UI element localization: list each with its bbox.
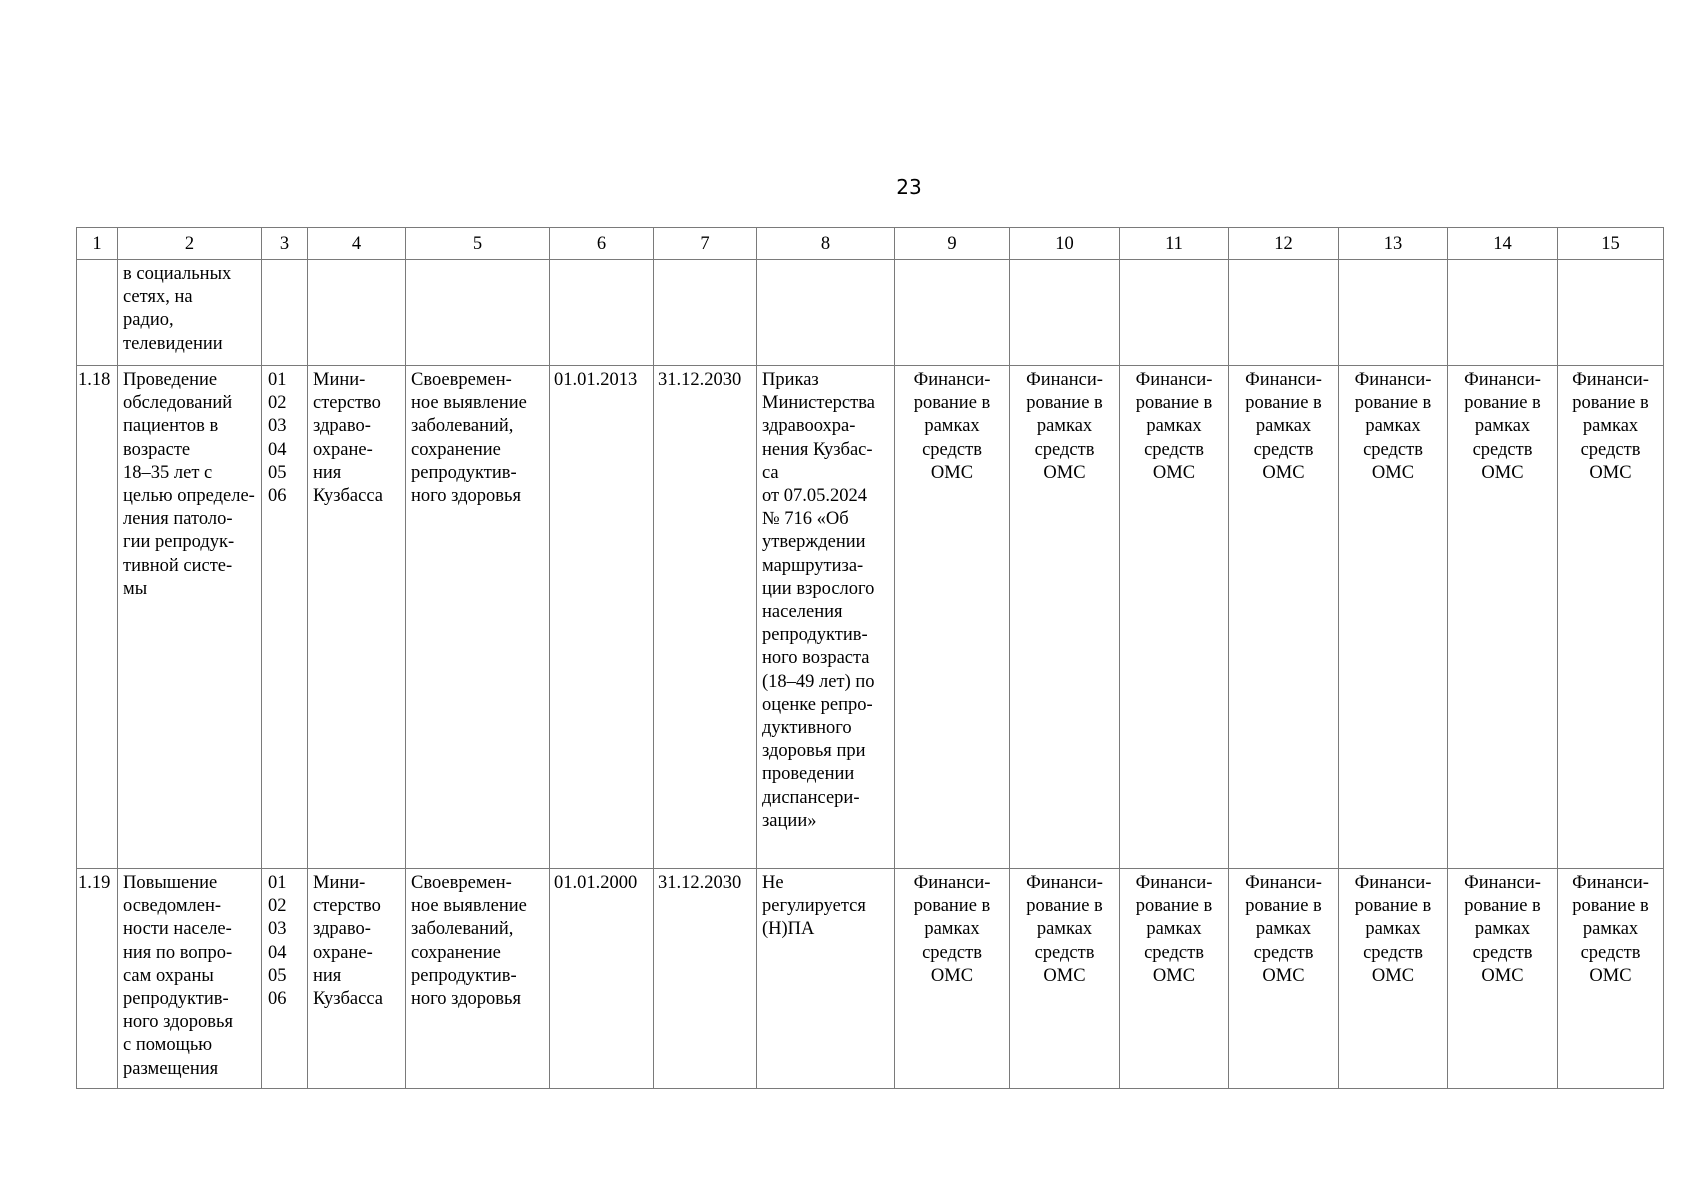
financing-cell: Финанси- рование в рамках средств ОМС xyxy=(895,366,1010,869)
header-cell: 8 xyxy=(757,228,895,260)
measures-table xyxy=(76,227,1664,1089)
header-cell: 6 xyxy=(550,228,654,260)
executor xyxy=(308,260,406,366)
financing-cell: Финанси- рование в рамках средств ОМС xyxy=(1010,869,1120,1089)
start-date: 01.01.2000 xyxy=(550,869,654,1089)
header-cell: 15 xyxy=(1558,228,1664,260)
header-cell: 2 xyxy=(118,228,262,260)
executor: Мини- стерство здраво- охране- ния Кузбасса xyxy=(308,869,406,1089)
header-cell: 9 xyxy=(895,228,1010,260)
expected-result: Своевремен- ное выявление заболеваний, сохранение репродуктив- ного здоровья xyxy=(406,869,550,1089)
header-cell: 4 xyxy=(308,228,406,260)
financing-cell: Финанси- рование в рамках средств ОМС xyxy=(1120,869,1229,1089)
measure-name: Повышение осведомлен- ности населе- ния по вопро- сам охраны репродуктив- ного здоровья с помощью размещения xyxy=(118,869,262,1089)
financing-cell: Финанси- рование в рамках средств ОМС xyxy=(1010,366,1120,869)
financing-cell xyxy=(1120,260,1229,366)
expected-result: Своевремен- ное выявление заболеваний, сохранение репродуктив- ного здоровья xyxy=(406,366,550,869)
executor: Мини- стерство здраво- охране- ния Кузбасса xyxy=(308,366,406,869)
financing-cell: Финанси- рование в рамках средств ОМС xyxy=(1229,366,1339,869)
financing-cell: Финанси- рование в рамках средств ОМС xyxy=(1339,869,1448,1089)
financing-cell: Финанси- рование в рамках средств ОМС xyxy=(1120,366,1229,869)
row-number: 1.18 xyxy=(77,366,118,869)
end-date: 31.12.2030 xyxy=(654,366,757,869)
task-codes: 01 02 03 04 05 06 xyxy=(262,366,308,869)
end-date: 31.12.2030 xyxy=(654,869,757,1089)
financing-cell: Финанси- рование в рамках средств ОМС xyxy=(1448,366,1558,869)
financing-cell: Финанси- рование в рамках средств ОМС xyxy=(1229,869,1339,1089)
financing-cell xyxy=(1010,260,1120,366)
row-number: 1.19 xyxy=(77,869,118,1089)
header-cell: 12 xyxy=(1229,228,1339,260)
header-cell: 14 xyxy=(1448,228,1558,260)
task-codes: 01 02 03 04 05 06 xyxy=(262,869,308,1089)
expected-result xyxy=(406,260,550,366)
financing-cell xyxy=(1339,260,1448,366)
header-cell: 11 xyxy=(1120,228,1229,260)
measure-name: Проведение обследований пациентов в возрасте 18–35 лет с целью определе- ления патоло- гии репродук- тивной систе- мы xyxy=(118,366,262,869)
header-cell: 5 xyxy=(406,228,550,260)
legal-act: Приказ Министерства здравоохра- нения Кузбас- са от 07.05.2024 № 716 «Об утверждении маршрутиза- ции взрослого населения репродуктив- ного возраста (18–49 лет) по оценке репро- дуктивного здоровья при проведении диспансери- зации» xyxy=(757,366,895,869)
table-row xyxy=(77,366,1664,869)
start-date xyxy=(550,260,654,366)
financing-cell: Финанси- рование в рамках средств ОМС xyxy=(1558,366,1664,869)
start-date: 01.01.2013 xyxy=(550,366,654,869)
legal-act: Не регулируется (Н)ПА xyxy=(757,869,895,1089)
row-number xyxy=(77,260,118,366)
legal-act xyxy=(757,260,895,366)
table-row xyxy=(77,260,1664,366)
financing-cell: Финанси- рование в рамках средств ОМС xyxy=(1558,869,1664,1089)
header-cell: 13 xyxy=(1339,228,1448,260)
financing-cell xyxy=(1229,260,1339,366)
financing-cell xyxy=(1558,260,1664,366)
header-cell: 7 xyxy=(654,228,757,260)
end-date xyxy=(654,260,757,366)
financing-cell: Финанси- рование в рамках средств ОМС xyxy=(1339,366,1448,869)
header-cell: 10 xyxy=(1010,228,1120,260)
measure-name: в социальных сетях, на радио, телевидении xyxy=(118,260,262,366)
table-row xyxy=(77,869,1664,1089)
header-cell: 1 xyxy=(77,228,118,260)
financing-cell xyxy=(1448,260,1558,366)
financing-cell: Финанси- рование в рамках средств ОМС xyxy=(1448,869,1558,1089)
page-number: 23 xyxy=(896,175,922,199)
header-row xyxy=(77,228,1664,260)
header-cell: 3 xyxy=(262,228,308,260)
task-codes xyxy=(262,260,308,366)
financing-cell: Финанси- рование в рамках средств ОМС xyxy=(895,869,1010,1089)
financing-cell xyxy=(895,260,1010,366)
